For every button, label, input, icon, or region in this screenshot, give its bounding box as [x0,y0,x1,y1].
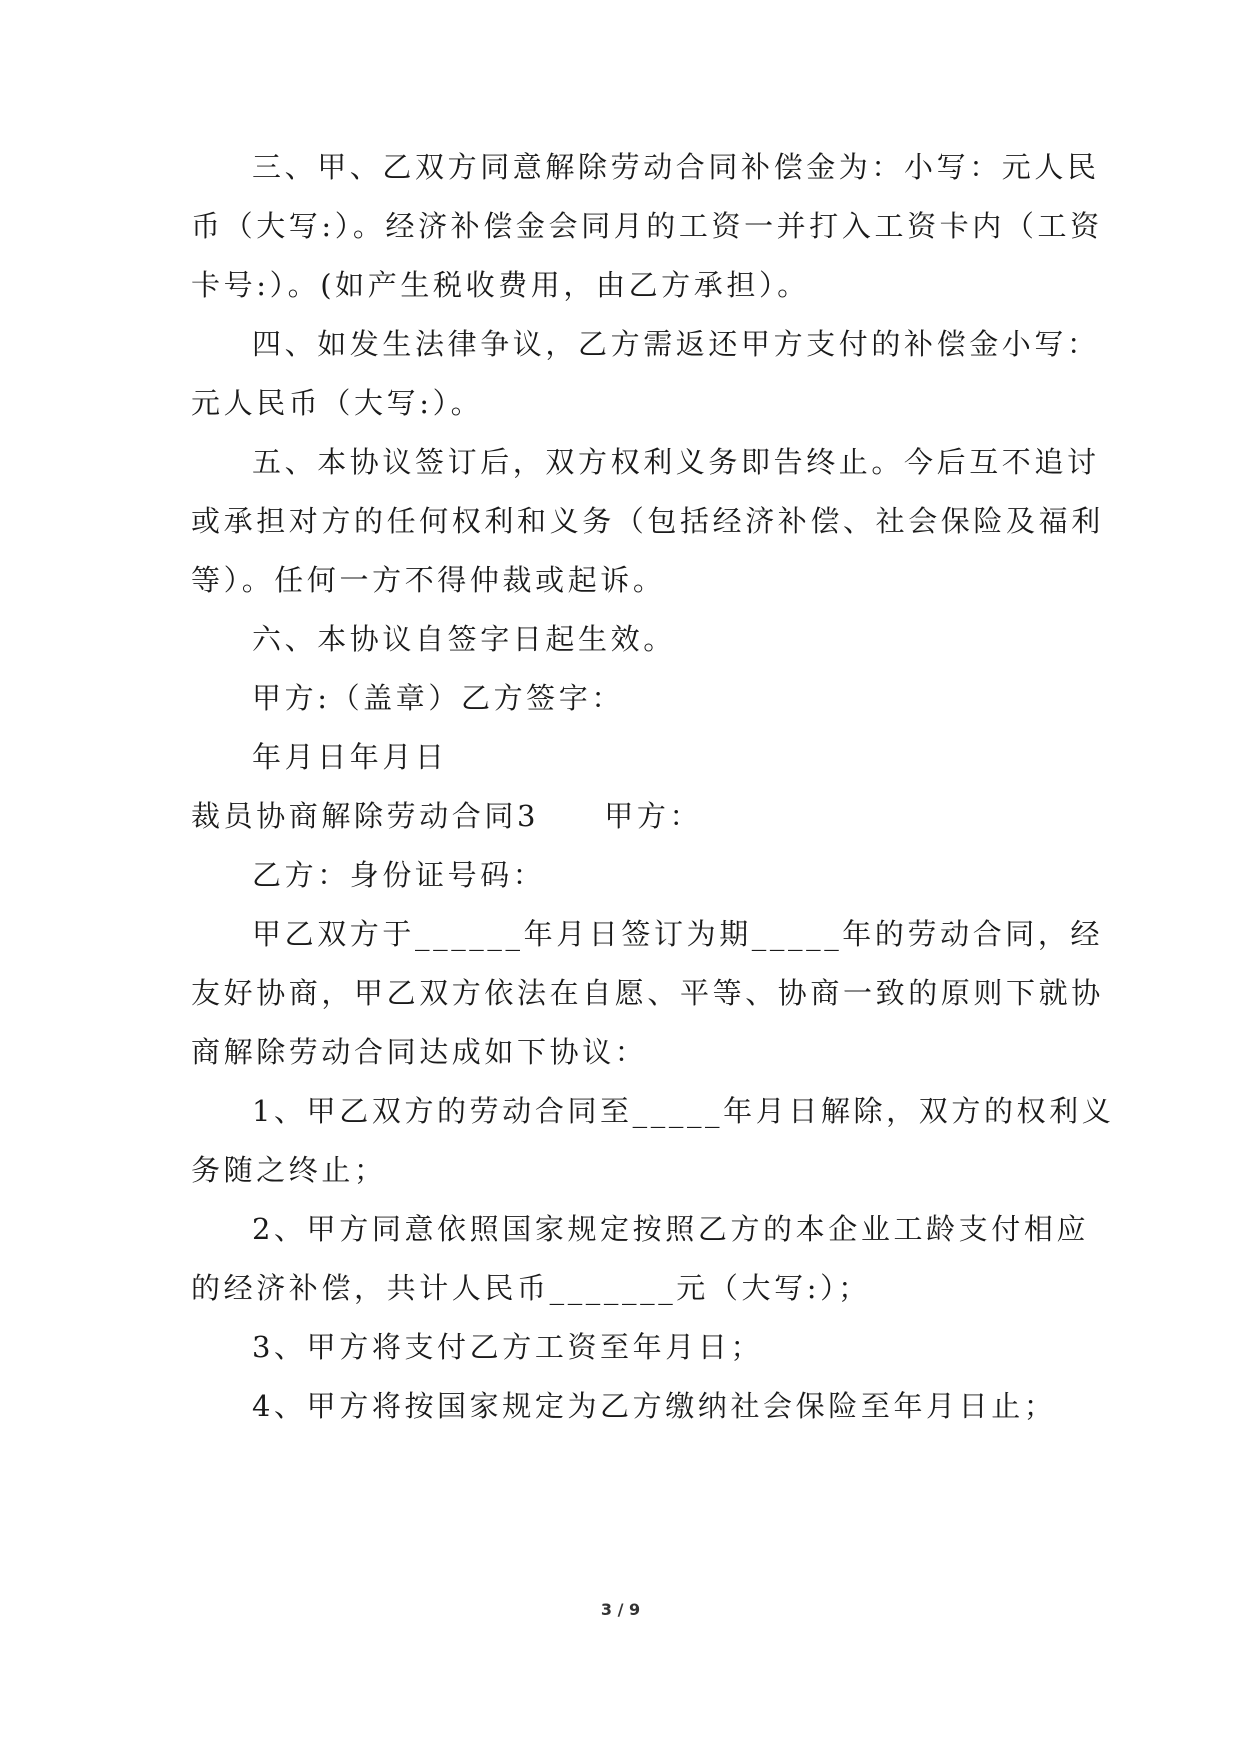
paragraph-5-line-3: 等）。任何一方不得仲裁或起诉。 [191,563,666,597]
clause-4: 4、甲方将按国家规定为乙方缴纳社会保险至年月日止； [252,1389,1057,1423]
section-title: 裁员协商解除劳动合同3 甲方： [191,799,703,833]
party-b-line: 乙方：身份证号码： [252,858,546,892]
intro-line-2: 友好协商，甲乙双方依法在自愿、平等、协商一致的原则下就协 [191,976,1104,1010]
clause-2-line-2: 的经济补偿，共计人民币_______元（大写:）； [191,1271,871,1305]
intro-line-3: 商解除劳动合同达成如下协议： [191,1035,648,1069]
clause-1-line-2: 务随之终止； [191,1153,387,1187]
clause-2-line-1: 2、甲方同意依照国家规定按照乙方的本企业工龄支付相应 [252,1212,1090,1246]
clause-1-line-1: 1、甲乙双方的劳动合同至_____年月日解除，双方的权利义 [252,1094,1115,1128]
intro-line-1: 甲乙双方于______年月日签订为期_____年的劳动合同，经 [252,917,1104,951]
paragraph-4-line-1: 四、如发生法律争议，乙方需返还甲方支付的补偿金小写： [252,327,1100,361]
paragraph-5-line-2: 或承担对方的任何权利和义务（包括经济补偿、社会保险及福利 [191,504,1104,538]
date-line: 年月日年月日 [252,740,448,774]
paragraph-4-line-2: 元人民币（大写:）。 [191,386,484,420]
paragraph-5-line-1: 五、本协议签订后，双方权利义务即告终止。今后互不追讨 [252,445,1100,479]
paragraph-3-line-3: 卡号:）。(如产生税收费用，由乙方承担）。 [191,268,810,302]
signature-line: 甲方:（盖章）乙方签字： [252,681,624,715]
paragraph-3-line-1: 三、甲、乙双方同意解除劳动合同补偿金为：小写：元人民 [252,150,1100,184]
paragraph-3-line-2: 币（大写:）。经济补偿金会同月的工资一并打入工资卡内（工资 [191,209,1103,243]
clause-3: 3、甲方将支付乙方工资至年月日； [252,1330,764,1364]
paragraph-6: 六、本协议自签字日起生效。 [252,622,676,656]
page-number: 3 / 9 [600,1600,641,1619]
